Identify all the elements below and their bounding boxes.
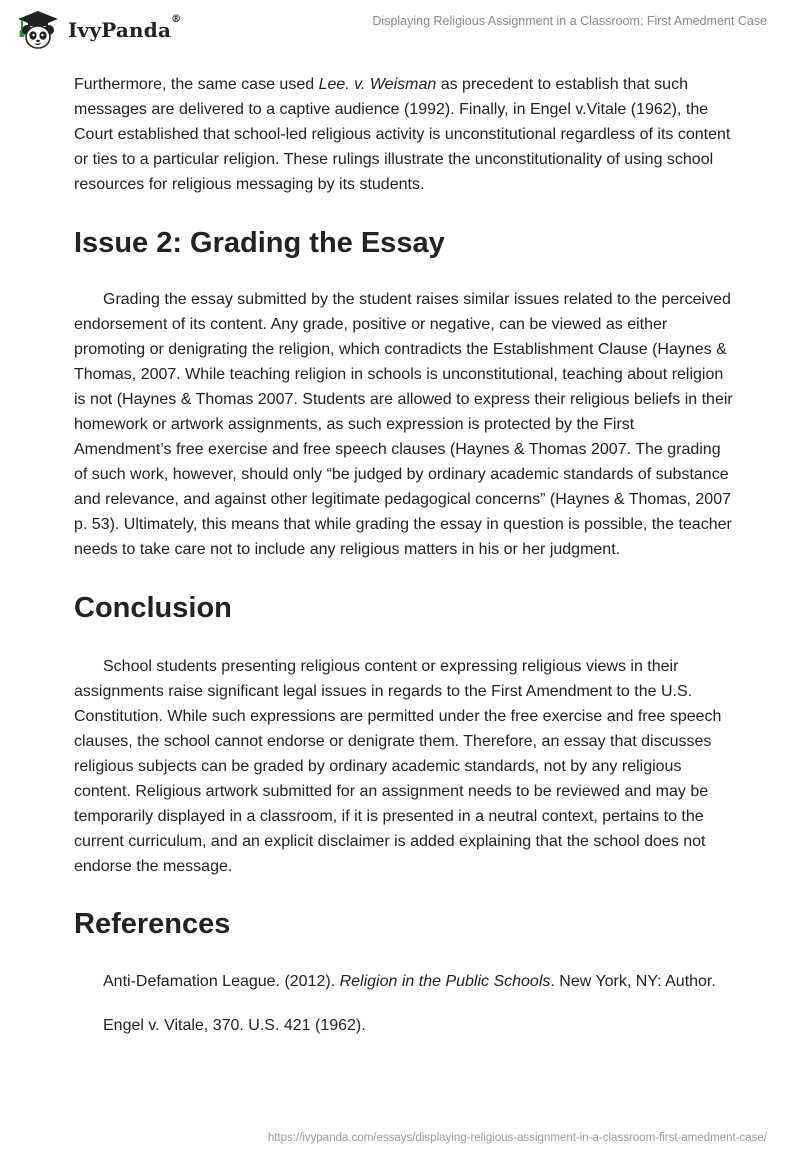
reference-title: Religion in the Public Schools — [339, 973, 551, 990]
case-citation: Lee. v. Weisman — [318, 76, 437, 93]
issue2-heading: Issue 2: Grading the Essay — [74, 227, 445, 259]
conclusion-heading: Conclusion — [74, 592, 232, 624]
intro-paragraph: Furthermore, the same case used Lee. v. Weisman as precedent to establish that such messages are delivered to a captive audience (1992). Finally, in Engel v.Vitale (1962), the Court established that school-led religious activity is unconstitutional regardless of its content or ties to a particular religion. These rulings illustrate the unconstitutionality of using school resources for religious messaging by its students. — [74, 76, 731, 193]
issue2-paragraph: Grading the essay submitted by the student raises similar issues related to the perceived endorsement of its content. Any grade, positive or negative, can be viewed as either promoting or denigrating the religion, which contradicts the Establishment Clause (Haynes & Thomas, 2007. While teaching religion in schools is unconstitutional, teaching about religion is not (Haynes & Thomas 2007. Students are allowed to express their religious beliefs in their homework or artwork assignments, as such expression is protected by the First Amendment’s free exercise and free speech clauses (Haynes & Thomas 2007. The grading of such work, however, should only “be judged by ordinary academic standards of substance and relevance, and against other legitimate pedagogical concerns” (Haynes & Thomas, 2007 p. 53). Ultimately, this means that while grading the essay in question is possible, the teacher needs to take care not to include any religious matters in his or her judgment. — [74, 291, 733, 558]
conclusion-paragraph: School students presenting religious content or expressing religious views in their assignments raise significant legal issues in regards to the First Amendment to the U.S. Constitution. While such expressions are permitted under the free exercise and free speech clauses, the school cannot endorse or denigrate them. Therefore, an essay that discusses religious subjects can be graded by ordinary academic standards, not by any religious content. Religious artwork submitted for an assignment needs to be reviewed and may be temporarily displayed in a classroom, if it is presented in a neutral context, pertains to the current curriculum, and an explicit disclaimer is added explaining that the school does not endorse the message. — [74, 658, 722, 875]
logo-wordmark: IvyPanda® — [68, 14, 182, 42]
reference-item: Engel v. Vitale, 370. U.S. 421 (1962). — [103, 1017, 366, 1034]
document-title: Displaying Religious Assignment in a Classroom: First Amedment Case — [372, 14, 767, 28]
page-header — [0, 0, 800, 60]
panda-graduate-icon — [14, 10, 62, 50]
source-url[interactable]: https://ivypanda.com/essays/displaying-religious-assignment-in-a-classroom-first-amedment-case/ — [267, 1132, 767, 1144]
essay-content — [74, 72, 734, 1038]
site-logo[interactable] — [14, 10, 181, 50]
references-heading: References — [74, 908, 231, 940]
reference-item: Anti-Defamation League. (2012). Religion in the Public Schools. New York, NY: Author. — [103, 973, 716, 990]
